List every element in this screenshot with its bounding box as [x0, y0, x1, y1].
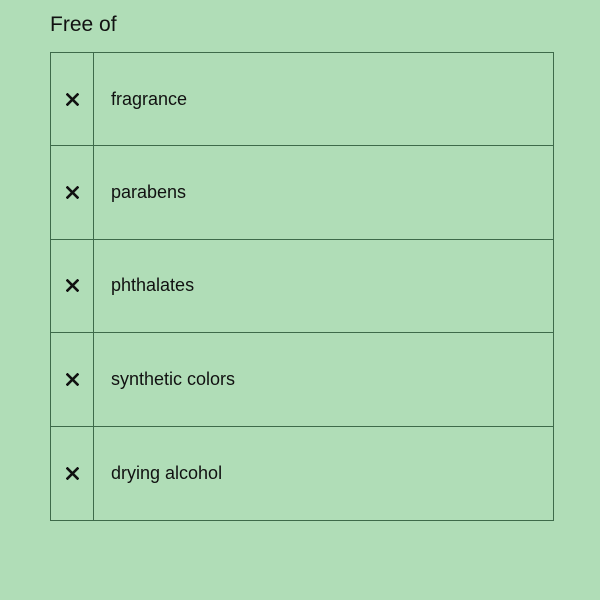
free-of-list	[50, 52, 554, 521]
list-item-fragrance	[51, 53, 553, 146]
item-label: parabens	[111, 182, 187, 203]
icon-cell	[51, 333, 94, 425]
x-icon	[66, 373, 79, 386]
list-item-parabens	[51, 146, 553, 239]
icon-cell	[51, 427, 94, 520]
item-label: fragrance	[111, 88, 188, 109]
x-icon	[66, 279, 79, 292]
x-icon	[66, 467, 79, 480]
list-item-phthalates	[51, 240, 553, 333]
x-icon	[66, 93, 79, 106]
list-item-synthetic-colors	[51, 333, 553, 426]
page-title: Free of	[50, 13, 117, 36]
icon-cell	[51, 240, 94, 332]
item-label: synthetic colors	[111, 368, 236, 389]
list-item-drying-alcohol	[51, 427, 553, 520]
icon-cell	[51, 53, 94, 145]
item-label: drying alcohol	[111, 462, 223, 483]
x-icon	[66, 186, 79, 199]
icon-cell	[51, 146, 94, 238]
item-label: phthalates	[111, 275, 195, 296]
